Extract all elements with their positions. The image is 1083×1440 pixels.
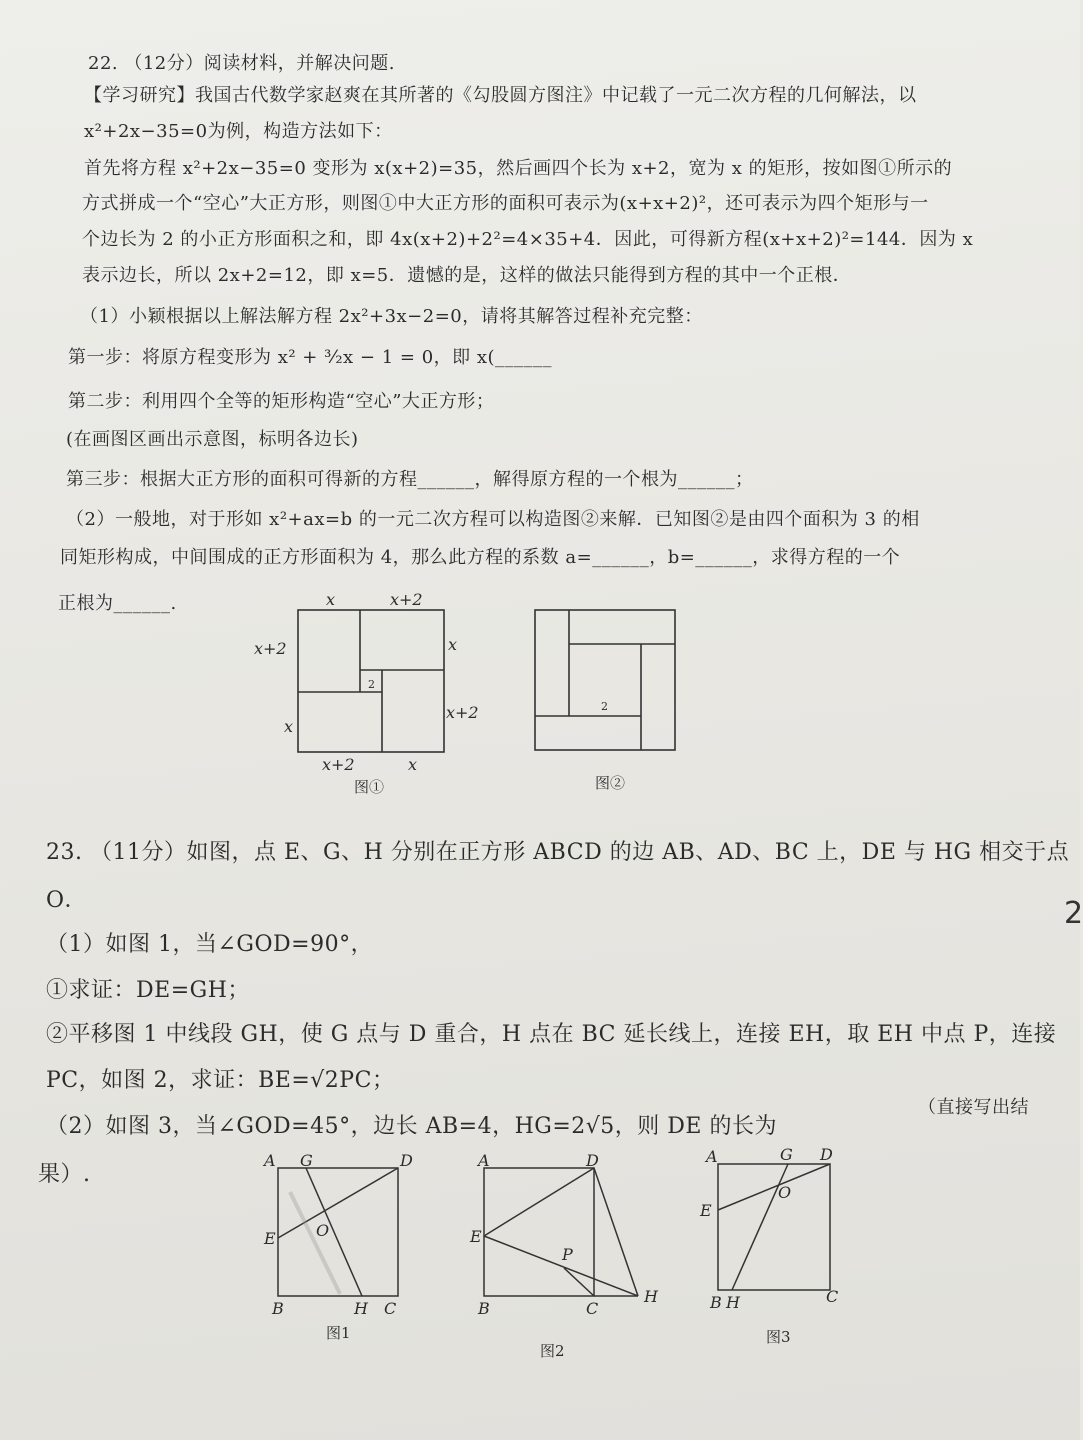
q23-fig2-C: C (586, 1299, 599, 1318)
q23-fig1-caption: 图1 (326, 1324, 351, 1342)
fig2-outer-square (535, 610, 675, 750)
q23-fig2-B: B (478, 1299, 490, 1318)
q22-paragraph-6: 表示边长，所以 2x+2=12，即 x=5．遗憾的是，这样的做法只能得到方程的其中一个正根． (82, 265, 852, 286)
fig1-label-right-x: x (448, 635, 458, 654)
fig2-label-inner: 2 (601, 700, 608, 713)
q22-paragraph-1: 【学习研究】我国古代数学家赵爽在其所著的《勾股圆方图注》中记载了一元二次方程的几何解法，以 (84, 85, 917, 106)
fig1-label-right-x2: x+2 (446, 703, 479, 722)
q23-fig1-segment-GH (306, 1168, 362, 1296)
q23-fig3-H: H (726, 1293, 740, 1312)
margin-mark: 2 (1064, 896, 1083, 931)
figure-2-svg (525, 600, 695, 800)
fig1-label-bottom-x: x (408, 755, 418, 774)
q23-fig1-D: D (400, 1151, 413, 1170)
fig1-label-top-x: x (326, 590, 336, 609)
fig1-label-left-x: x (284, 717, 294, 736)
q23-figure-1-svg (250, 1152, 420, 1342)
q22-paragraph-3: 首先将方程 x²+2x−35=0 变形为 x(x+2)=35，然后画四个长为 x+2，宽为 x 的矩形，按如图①所示的 (84, 158, 953, 179)
q23-line4: ①求证：DE=GH； (46, 978, 250, 1003)
figure-1-svg (250, 588, 490, 804)
q23-line2: O． (46, 888, 88, 913)
q22-step2-note: (在画图区画出示意图，标明各边长) (66, 429, 359, 450)
q23-fig2-square (484, 1168, 594, 1296)
q23-fig1-E: E (264, 1229, 276, 1248)
q23-fig3-D: D (820, 1145, 833, 1164)
q23-fig3-square (718, 1164, 830, 1290)
q23-fig1-B: B (272, 1299, 284, 1318)
q23-fig1-O: O (316, 1221, 330, 1240)
q22-paragraph-5: 个边长为 2 的小正方形面积之和，即 4x(x+2)+2²=4×35+4．因此，可得新方程(x+x+2)²=144．因为 x (82, 229, 974, 250)
fig1-label-bottom-x2: x+2 (322, 755, 355, 774)
q23-fig2-E: E (470, 1227, 482, 1246)
fig2-caption: 图② (595, 774, 626, 792)
q22-sub2-line2: 同矩形构成，中间围成的正方形面积为 4，那么此方程的系数 a=______，b=______，求得方程的一个 (60, 547, 901, 568)
q23-fig3-C: C (826, 1287, 839, 1306)
q22-sub2-line3: 正根为______. (58, 593, 177, 614)
q23-fig1-H: H (354, 1299, 368, 1318)
q23-fig2-H: H (644, 1287, 658, 1306)
q23-fig1-C: C (384, 1299, 397, 1318)
q23-line6: PC，如图 2，求证：BE=√2PC； (46, 1068, 395, 1093)
q23-figure-2-svg (470, 1151, 670, 1366)
q23-line3: （1）如图 1，当∠GOD=90°， (46, 932, 374, 957)
q23-line1: 23. （11分）如图，点 E、G、H 分别在正方形 ABCD 的边 AB、AD、BC 上，DE 与 HG 相交于点 (46, 840, 1070, 865)
q23-fig3-O: O (778, 1183, 792, 1202)
fig1-label-inner: 2 (368, 678, 375, 691)
q23-fig3-B: B (710, 1293, 722, 1312)
fig1-caption: 图① (354, 778, 385, 796)
fig1-label-top-x2: x+2 (390, 590, 423, 609)
q23-fig2-A: A (478, 1151, 490, 1170)
q23-fig3-E: E (700, 1201, 712, 1220)
q23-fig1-square (278, 1168, 398, 1296)
q22-step1: 第一步：将原方程变形为 x² + ³⁄₂x − 1 = 0，即 x(______ (68, 347, 553, 368)
q23-figure-3-svg (696, 1146, 856, 1356)
q23-fig2-D: D (586, 1151, 599, 1170)
q23-fig2-P: P (562, 1245, 573, 1264)
q22-sub1-intro: （1）小颖根据以上解法解方程 2x²+3x−2=0，请将其解答过程补充完整： (80, 306, 703, 327)
fig1-label-left-x2: x+2 (254, 639, 287, 658)
q23-line8: 果）. (38, 1162, 91, 1187)
q23-fig1-G: G (300, 1151, 313, 1170)
q22-paragraph-4: 方式拼成一个“空心”大正方形，则图①中大正方形的面积可表示为(x+x+2)²，还可表示为四个矩形与一 (82, 193, 929, 214)
q23-line7-tail: （直接写出结 (918, 1097, 1029, 1118)
q23-fig3-G: G (780, 1145, 793, 1164)
q23-line7: （2）如图 3，当∠GOD=45°，边长 AB=4，HG=2√5，则 DE 的长为 (46, 1114, 777, 1139)
q23-fig2-caption: 图2 (540, 1342, 565, 1360)
q22-title: 22. （12分）阅读材料，并解决问题. (88, 53, 395, 74)
q22-sub2-line1: （2）一般地，对于形如 x²+ax=b 的一元二次方程可以构造图②来解．已知图②是由四个面积为 3 的相 (66, 509, 920, 530)
q23-fig3-A: A (706, 1147, 718, 1166)
q22-paragraph-2: x²+2x−35=0为例，构造方法如下： (84, 121, 393, 142)
q22-step2: 第二步：利用四个全等的矩形构造“空心”大正方形； (68, 391, 495, 412)
q22-step3: 第三步：根据大正方形的面积可得新的方程______，解得原方程的一个根为______； (66, 469, 754, 490)
q23-fig1-A: A (264, 1151, 276, 1170)
q23-line5: ②平移图 1 中线段 GH，使 G 点与 D 重合，H 点在 BC 延长线上，连接 EH，取 EH 中点 P，连接 (46, 1022, 1057, 1047)
q23-fig3-caption: 图3 (766, 1328, 791, 1346)
